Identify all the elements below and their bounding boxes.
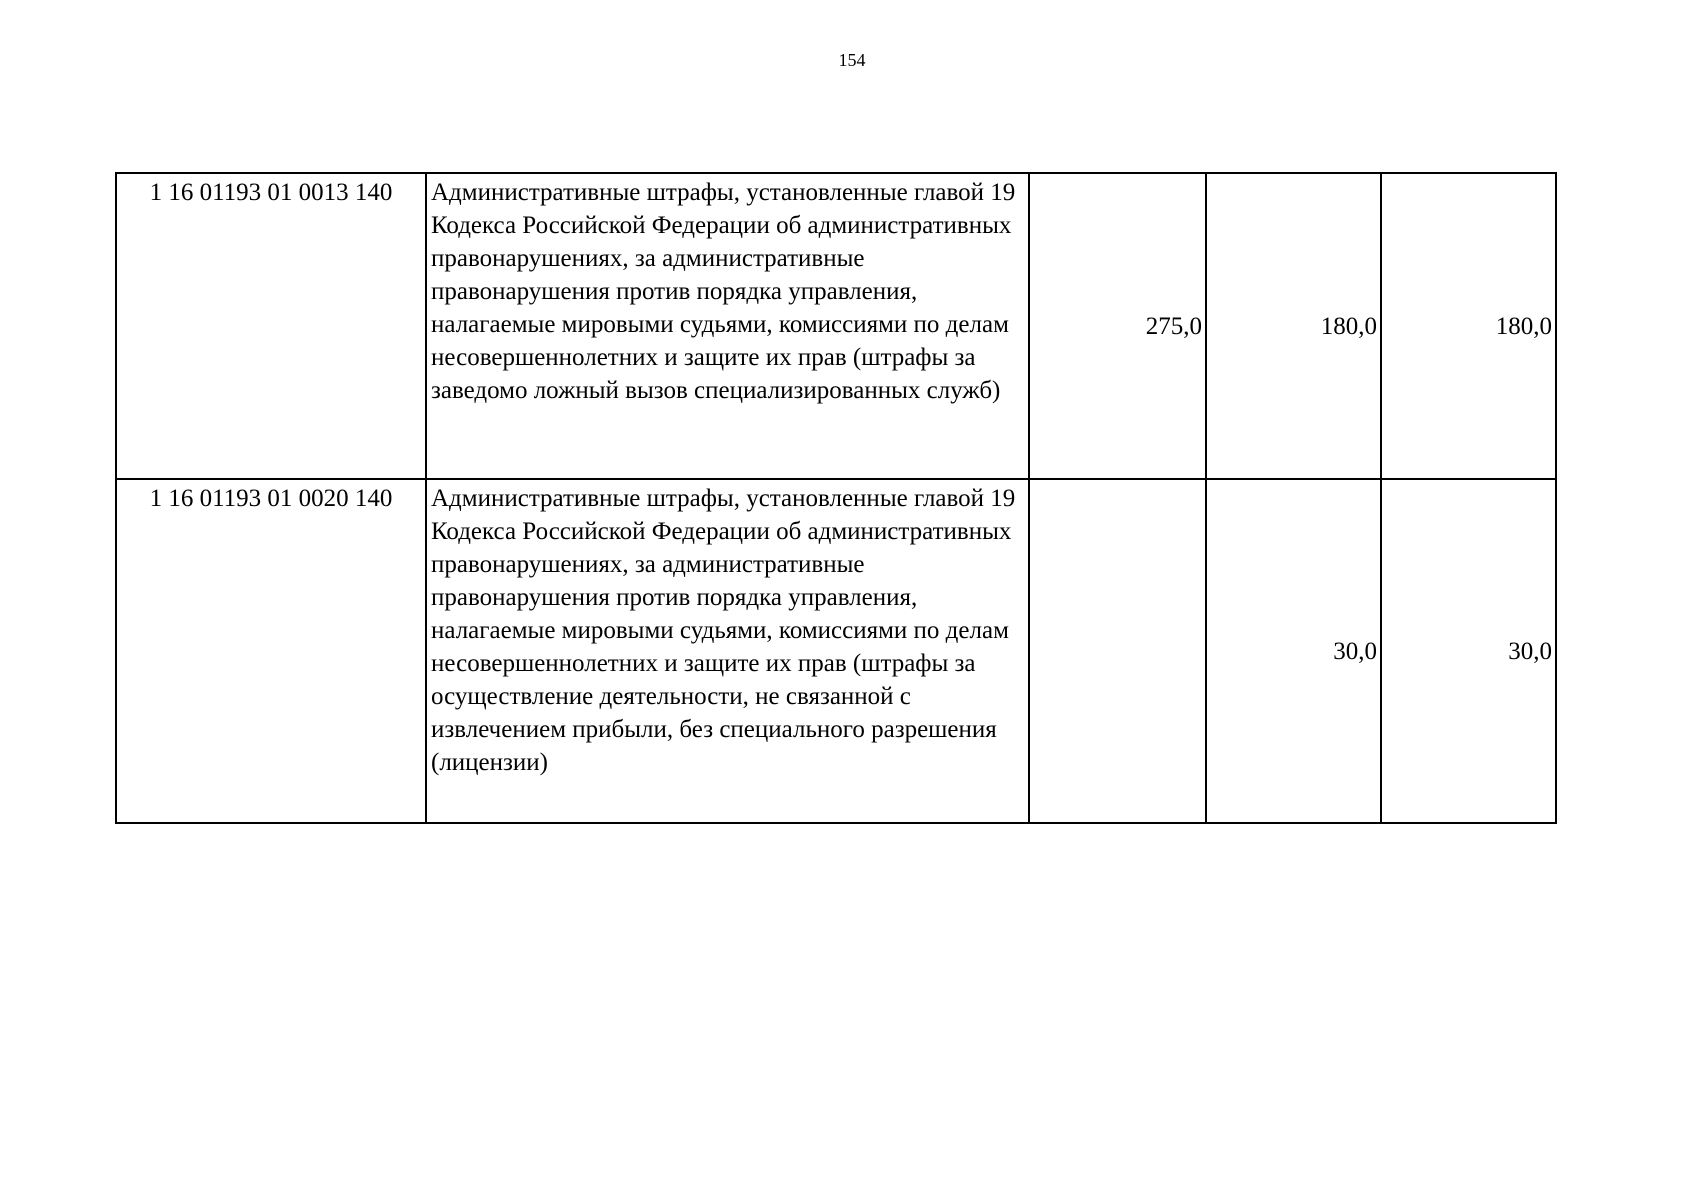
value-cell-1 (1029, 479, 1206, 823)
value-cell-1: 275,0 (1029, 173, 1206, 479)
revenue-code-cell: 1 16 01193 01 0020 140 (116, 479, 426, 823)
table-row (116, 479, 1556, 823)
revenue-name-cell (426, 479, 1029, 823)
revenue-name-text: Административные штрафы, установленные главой 19 Кодекса Российской Федерации об административных правонарушениях, за административные правонарушения против порядка управления, налагаемые мировыми судьями, комиссиями по делам несовершеннолетних и защите их прав (штрафы за заведомо ложный вызов специализированных служб) (431, 179, 1016, 404)
revenue-code-cell: 1 16 01193 01 0013 140 (116, 173, 426, 479)
value-cell-3: 180,0 (1381, 173, 1556, 479)
page-number: 154 (838, 50, 866, 70)
table-row (116, 173, 1556, 479)
revenue-name-cell (426, 173, 1029, 479)
revenue-name-text: Административные штрафы, установленные главой 19 Кодекса Российской Федерации об административных правонарушениях, за административные правонарушения против порядка управления, налагаемые мировыми судьями, комиссиями по делам несовершеннолетних и защите их прав (штрафы за осуществление деятельности, не связанной с извлечением прибыли, без специального разрешения (лицензии) (431, 485, 1016, 776)
value-cell-2: 180,0 (1206, 173, 1381, 479)
value-cell-2: 30,0 (1206, 479, 1381, 823)
budget-table (115, 172, 1557, 824)
value-cell-3: 30,0 (1381, 479, 1556, 823)
